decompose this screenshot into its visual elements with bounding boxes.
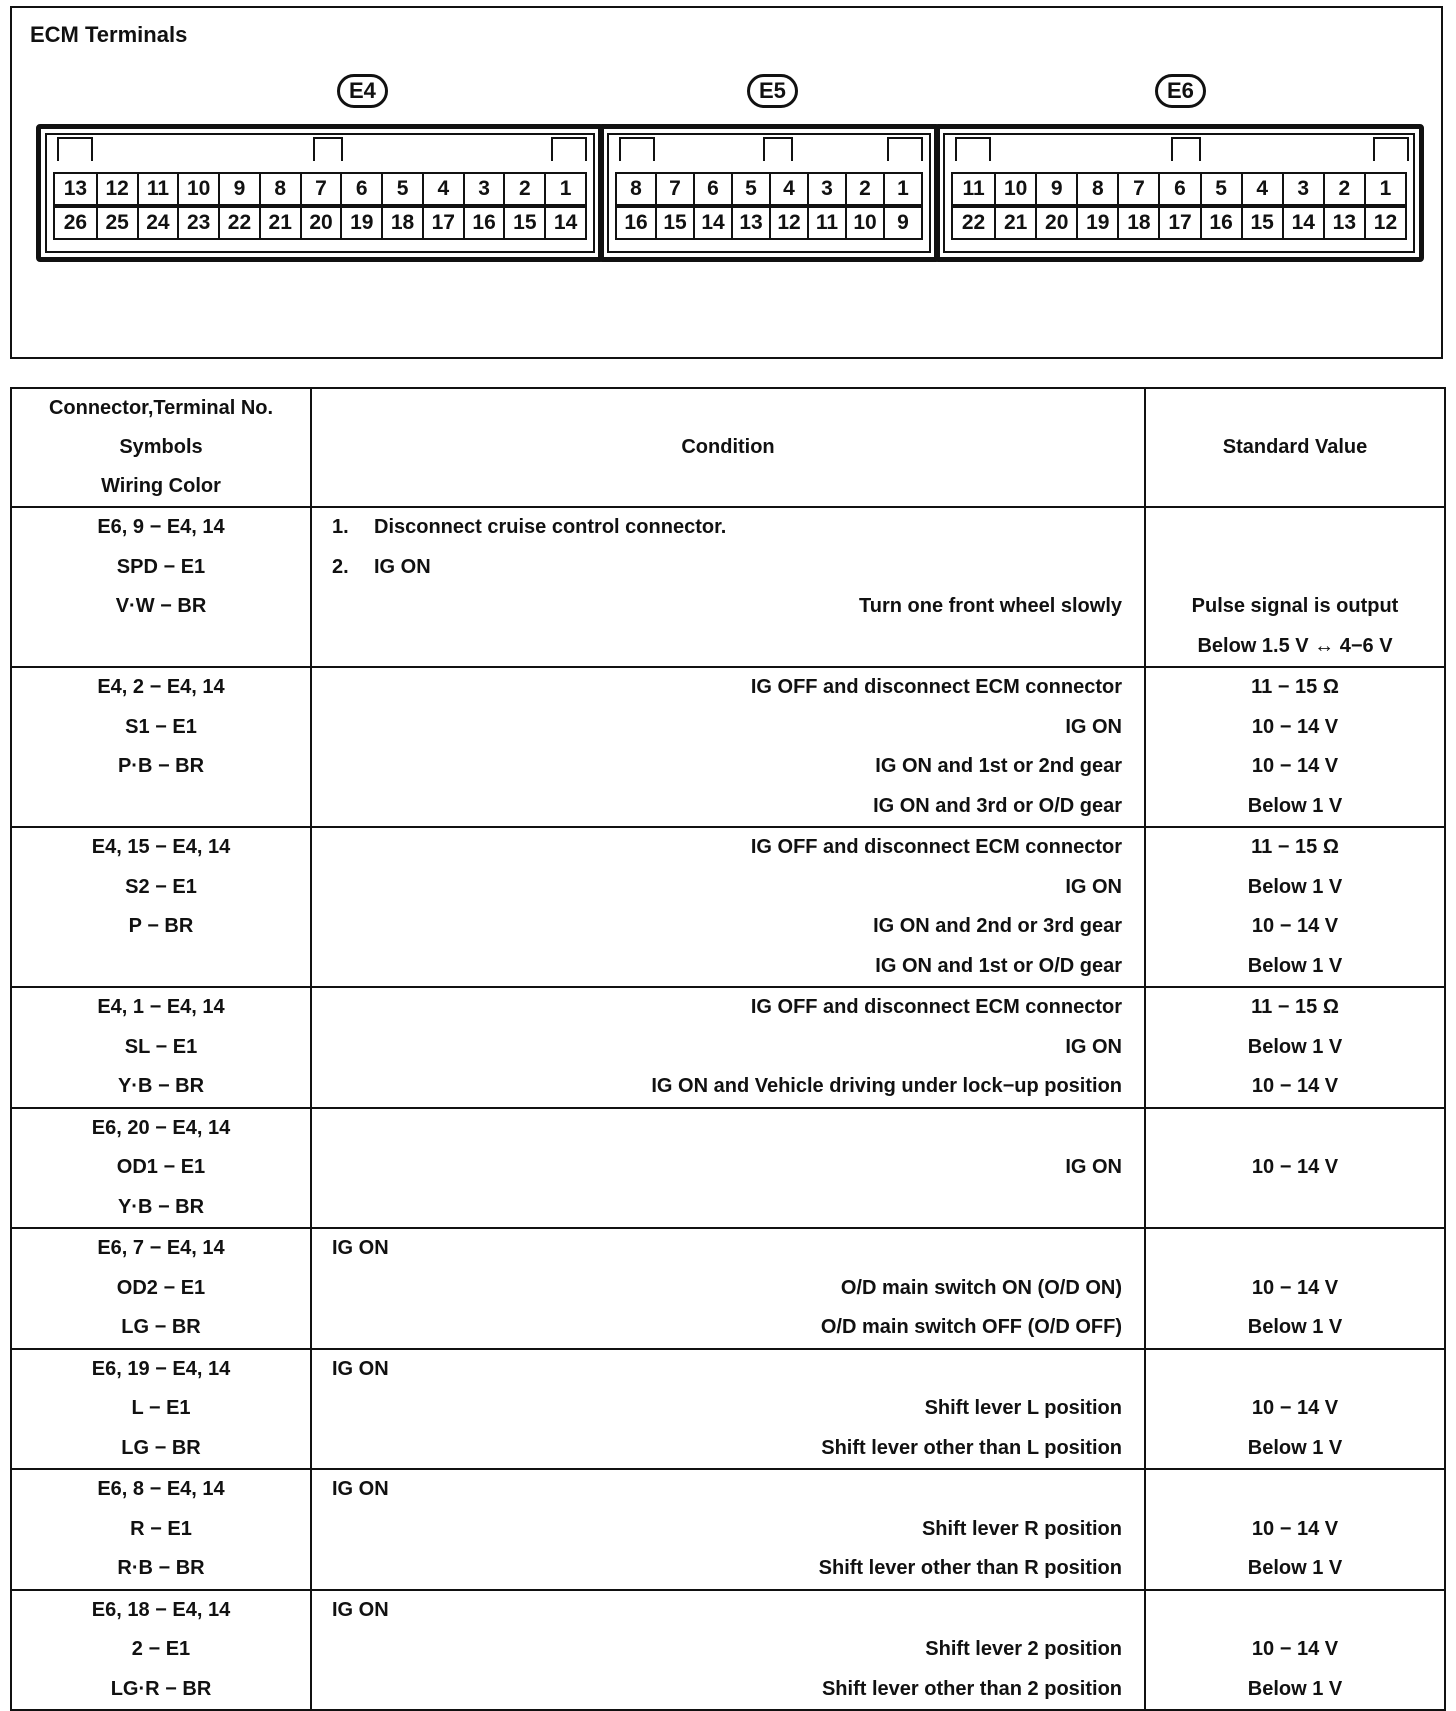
pin: 12 [96,174,137,204]
pin: 14 [1282,208,1323,238]
table-row [11,1108,1445,1229]
pin: 7 [655,174,693,204]
pin: 7 [300,174,341,204]
table-row [11,667,1445,827]
pin: 13 [63,177,88,200]
terminal-cell: E6, 19 − E4, 14 L − E1 LG − BR [11,1349,311,1470]
pin: 8 [630,177,642,200]
condition-cell: IG ON O/D main switch ON (O/D ON) O/D main switch OFF (O/D OFF) [311,1228,1145,1349]
pin: 10 [994,174,1035,204]
pin: 10 [177,174,218,204]
pin: 26 [63,211,88,234]
table-row [11,1349,1445,1470]
pin: 23 [177,208,218,238]
pin: 5 [731,174,769,204]
panel-title: ECM Terminals [30,22,188,47]
terminal-cell: E4, 15 − E4, 14 S2 − E1 P − BR [11,827,311,987]
pin: 21 [259,208,300,238]
pin: 17 [1158,208,1199,238]
standard-value-cell: Pulse signal is output Below 1.5 V ↔ 4−6 V [1145,507,1445,667]
pin: 14 [544,208,585,238]
pin: 11 [137,174,178,204]
pin: 5 [1200,174,1241,204]
pin: 11 [962,177,985,200]
pin: 18 [1117,208,1158,238]
pin: 25 [96,208,137,238]
pin: 13 [1323,208,1364,238]
pin: 21 [994,208,1035,238]
table-row [11,1469,1445,1590]
standard-value-cell: 10 − 14 V Below 1 V [1145,1228,1445,1349]
pin: 16 [624,211,648,234]
pin: 20 [1035,208,1076,238]
pin: 6 [340,174,381,204]
standard-value-cell: 10 − 14 V Below 1 V [1145,1590,1445,1711]
pin: 12 [1364,208,1405,238]
pin: 15 [1241,208,1282,238]
connector-label-e6: E6 [1155,74,1206,108]
table-row [11,1228,1445,1349]
pin: 5 [381,174,422,204]
terminal-cell: E6, 20 − E4, 14 OD1 − E1 Y·B − BR [11,1108,311,1229]
pin: 10 [845,208,883,238]
pin: 2 [845,174,883,204]
condition-cell: IG ON Shift lever R position Shift lever other than R position [311,1469,1145,1590]
terminal-cell: E6, 9 − E4, 14 SPD − E1 V·W − BR [11,507,311,667]
pin: 3 [463,174,504,204]
terminal-cell: E4, 1 − E4, 14 SL − E1 Y·B − BR [11,987,311,1108]
connector-e5 [598,124,940,262]
terminal-spec-table [10,387,1446,1711]
terminal-cell: E6, 7 − E4, 14 OD2 − E1 LG − BR [11,1228,311,1349]
condition-cell: IG ON [311,1108,1145,1229]
pin: 12 [769,208,807,238]
connector-e4 [36,124,604,262]
pin: 16 [463,208,504,238]
terminal-cell: E6, 8 − E4, 14 R − E1 R·B − BR [11,1469,311,1590]
standard-value-cell: 10 − 14 V Below 1 V [1145,1469,1445,1590]
pin: 2 [503,174,544,204]
connector-e6 [934,124,1424,262]
pin: 24 [137,208,178,238]
pin: 3 [807,174,845,204]
condition-cell: IG OFF and disconnect ECM connector IG ON IG ON and 1st or 2nd gear IG ON and 3rd or O/D gear [311,667,1145,827]
pin: 20 [300,208,341,238]
condition-cell: IG OFF and disconnect ECM connector IG ON IG ON and 2nd or 3rd gear IG ON and 1st or O/D gear [311,827,1145,987]
pin: 6 [693,174,731,204]
pin: 11 [807,208,845,238]
pin-row-bottom [53,206,587,240]
pin: 22 [218,208,259,238]
pin: 16 [1200,208,1241,238]
pin-row-top [951,172,1407,206]
condition-cell: IG OFF and disconnect ECM connector IG ON IG ON and Vehicle driving under lock−up position [311,987,1145,1108]
pin: 2 [1323,174,1364,204]
pin: 19 [340,208,381,238]
pin: 4 [422,174,463,204]
table-row [11,827,1445,987]
ecm-terminals-panel [10,6,1443,359]
pin-row-top [53,172,587,206]
terminal-cell: E6, 18 − E4, 14 2 − E1 LG·R − BR [11,1590,311,1711]
table-row [11,1590,1445,1711]
connector-label-e5: E5 [747,74,798,108]
pin: 17 [422,208,463,238]
pin: 6 [1158,174,1199,204]
pin: 14 [693,208,731,238]
pin: 18 [381,208,422,238]
pin: 9 [218,174,259,204]
table-row [11,987,1445,1108]
standard-value-cell: 11 − 15 Ω 10 − 14 V 10 − 14 V Below 1 V [1145,667,1445,827]
standard-value-cell: 10 − 14 V [1145,1108,1445,1229]
pin-row-bottom [615,206,923,240]
standard-value-cell: 11 − 15 Ω Below 1 V 10 − 14 V Below 1 V [1145,827,1445,987]
terminal-cell: E4, 2 − E4, 14 S1 − E1 P·B − BR [11,667,311,827]
pin: 15 [503,208,544,238]
pin: 8 [259,174,300,204]
header-terminal: Connector,Terminal No. Symbols Wiring Color [11,388,311,507]
pin: 1 [1364,174,1405,204]
pin: 4 [769,174,807,204]
table-row [11,507,1445,667]
pin-row-top [615,172,923,206]
pin-row-bottom [951,206,1407,240]
pin: 9 [883,208,921,238]
pin: 13 [731,208,769,238]
pin: 1 [883,174,921,204]
pin: 3 [1282,174,1323,204]
pin: 15 [655,208,693,238]
pin: 9 [1035,174,1076,204]
standard-value-cell: 10 − 14 V Below 1 V [1145,1349,1445,1470]
pin: 19 [1076,208,1117,238]
table-header-row [11,388,1445,507]
pin: 1 [544,174,585,204]
condition-cell: IG ON Shift lever L position Shift lever other than L position [311,1349,1145,1470]
header-standard-value: Standard Value [1145,388,1445,507]
pin: 22 [961,211,986,234]
condition-cell: 1. Disconnect cruise control connector. 2. IG ON Turn one front wheel slowly [311,507,1145,667]
pin: 7 [1117,174,1158,204]
standard-value-cell: 11 − 15 Ω Below 1 V 10 − 14 V [1145,987,1445,1108]
condition-cell: IG ON Shift lever 2 position Shift lever other than 2 position [311,1590,1145,1711]
connector-label-e4: E4 [337,74,388,108]
header-condition: Condition [311,388,1145,507]
pin: 8 [1076,174,1117,204]
pin: 4 [1241,174,1282,204]
